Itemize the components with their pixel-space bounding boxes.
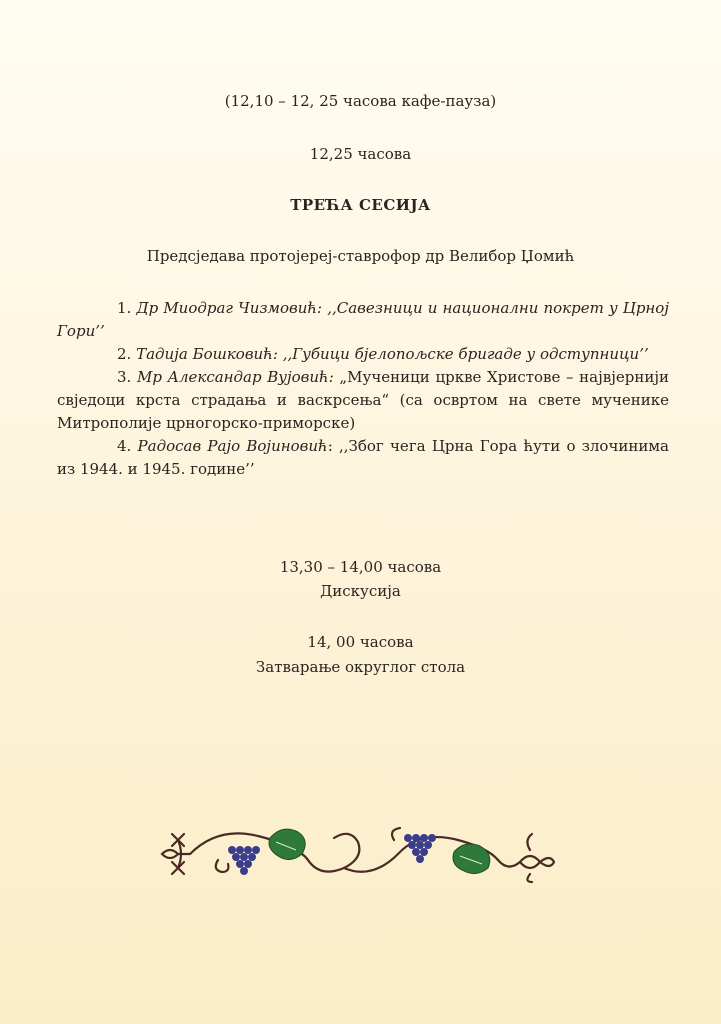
item-author: Тадија Бошковић: (136, 345, 278, 363)
item-title: ,,Губици бјелопољске бригаде у одступници’’ (277, 345, 649, 363)
item-author: Радосав Рајо Војиновић (137, 437, 328, 455)
vine-ornament-icon (158, 820, 558, 884)
list-item: 3. Мр Александар Вујовић: „Мученици цркве Христове – највјернији свједоци крста страдања и васкрсења“ (са освртом на свете мученике Митрополије црногорско-приморске) (57, 368, 669, 432)
session-title: ТРЕЋА СЕСИЈА (290, 196, 431, 214)
item-extra: „Мученици цркве Христове – највјернији свједоци крста страдања и васкрсења“ (са освртом на свете мученике Митрополије црногорско-приморске) (57, 368, 669, 432)
session-chair: Предсједава протојереј-ставрофор др Велибор Џомић (146, 247, 575, 265)
coffee-break-line: (12,10 – 12, 25 часова кафе-пауза) (224, 92, 497, 110)
closing-time: 14, 00 часова (307, 633, 414, 651)
item-extra: : ,,Због чега Црна Гора ћути о злочинима из 1944. и 1945. године’’ (57, 437, 669, 478)
closing-label: Затварање округлог стола (255, 658, 466, 676)
item-author: Др Миодраг Чизмовић: (136, 299, 323, 317)
list-item: 4. Радосав Рајо Војиновић: ,,Због чега Црна Гора ћути о злочинима из 1944. и 1945. године’’ (57, 437, 669, 478)
item-title: ,,Савезници и национални покрет у Црној Гори’’ (57, 299, 669, 340)
discussion-time: 13,30 – 14,00 часова (279, 558, 442, 576)
discussion-label: Дискусија (320, 582, 401, 600)
presentation-list (57, 297, 669, 481)
list-item: 1. Др Миодраг Чизмовић: ,,Савезници и национални покрет у Црној Гори’’ (57, 299, 669, 340)
list-item: 2. Тадија Бошковић: ,,Губици бјелопољске бригаде у одступници’’ (117, 345, 649, 363)
session-time: 12,25 часова (309, 145, 412, 163)
item-author: Мр Александар Вујовић: (136, 368, 334, 386)
